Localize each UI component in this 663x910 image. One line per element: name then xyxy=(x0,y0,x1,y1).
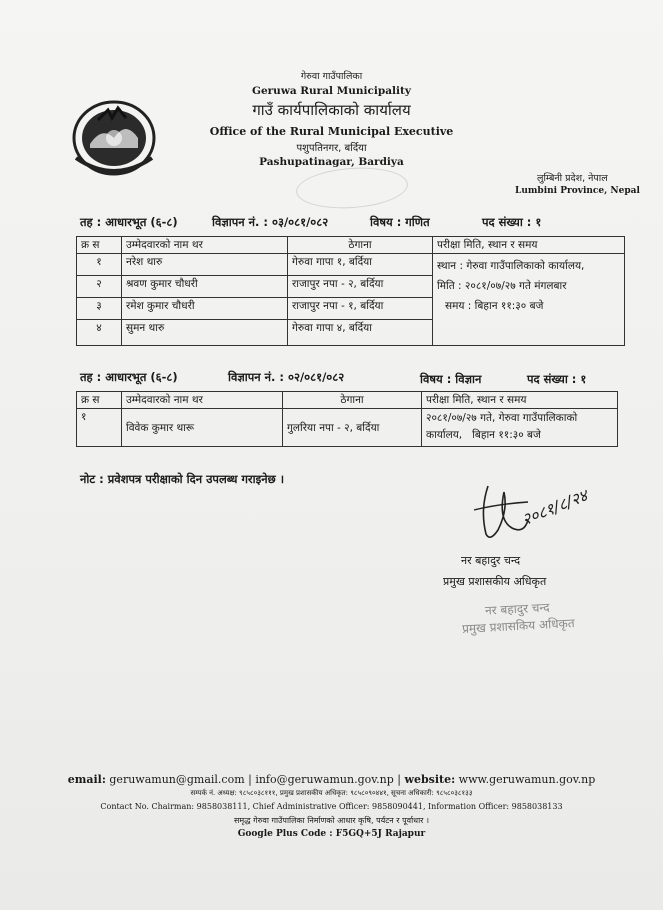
signature-date: २०८१/८/२४ xyxy=(519,485,591,530)
col-name: उम्मेदवारको नाम थर xyxy=(122,392,283,409)
cell-sn: १ xyxy=(77,254,122,276)
place-english: Pashupatinagar, Bardiya xyxy=(259,156,404,168)
cell-name: नरेश थारु xyxy=(122,254,288,276)
cell-name: रमेश कुमार चौधरी xyxy=(122,298,288,320)
cell-exam-info xyxy=(433,254,625,346)
province-english: Lumbini Province, Nepal xyxy=(515,186,640,196)
cell-address: राजापुर नपा - २, बर्दिया xyxy=(288,276,433,298)
cell-sn: ३ xyxy=(77,298,122,320)
col-exam: परीक्षा मिति, स्थान र समय xyxy=(433,237,625,254)
col-address: ठेगाना xyxy=(288,237,433,254)
cell-sn: १ xyxy=(77,409,122,447)
faint-stamp-mark xyxy=(295,164,410,212)
notice1-table xyxy=(76,236,625,346)
cell-name: विवेक कुमार थारू xyxy=(122,409,283,447)
office-name-english: Office of the Rural Municipal Executive xyxy=(209,125,454,138)
cell-address: गेरुवा गापा ४, बर्दिया xyxy=(288,320,433,346)
footer-plus-code: Google Plus Code : F5GQ+5J Rajapur xyxy=(237,829,426,839)
footer-contacts xyxy=(0,773,663,786)
exam-line-2: कार्यालय, बिहान ११:३० बजे xyxy=(426,429,541,441)
note-text: नोट : प्रवेशपत्र परीक्षाको दिन उपलब्ध गराइनेछ । xyxy=(80,472,285,486)
table-row xyxy=(77,254,625,276)
notice1-advert-no: विज्ञापन नं. : ०३/०८१/०८२ xyxy=(212,215,329,229)
notice2-advert-no: विज्ञापन नं. : ०२/०८१/०८२ xyxy=(228,370,345,384)
email-link[interactable]: geruwamun@gmail.com | info@geruwamun.gov.np | xyxy=(109,773,401,786)
cell-address: गेरुवा गापा १, बर्दिया xyxy=(288,254,433,276)
office-name-nepali: गाउँ कार्यपालिकाको कार्यालय xyxy=(252,101,411,119)
place-nepali: पशुपतिनगर, बर्दिया xyxy=(296,143,367,154)
signatory-name: नर बहादुर चन्द xyxy=(461,554,521,567)
stamp-name: नर बहादुर चन्द xyxy=(484,600,550,618)
notice2-table xyxy=(76,391,618,447)
col-sn: क्र स xyxy=(77,237,122,254)
notice1-posts: पद संख्या : १ xyxy=(482,215,542,229)
website-link[interactable]: www.geruwamun.gov.np xyxy=(458,773,596,786)
footer-slogan: समृद्ध गेरुवा गाउँपालिका निर्माणको आधार कृषि, पर्यटन र पूर्वाधार । xyxy=(233,816,430,825)
table-header-row xyxy=(77,392,618,409)
cell-sn: २ xyxy=(77,276,122,298)
col-exam: परीक्षा मिति, स्थान र समय xyxy=(422,392,618,409)
province-nepali: लुम्बिनी प्रदेश, नेपाल xyxy=(537,173,608,184)
signatory-title: प्रमुख प्रशासकीय अधिकृत xyxy=(443,575,547,588)
col-address: ठेगाना xyxy=(283,392,422,409)
footer-contact-english: Contact No. Chairman: 9858038111, Chief Administrative Officer: 9858090441, Information Officer: 9858038133 xyxy=(100,802,563,811)
exam-line-1: २०८१/०७/२७ गते, गेरुवा गाउँपालिकाको xyxy=(426,412,578,424)
table-header-row xyxy=(77,237,625,254)
stamp-title: प्रमुख प्रशासकिय अधिकृत xyxy=(461,616,575,636)
notice2-posts: पद संख्या : १ xyxy=(527,372,587,386)
exam-time: समय : बिहान ११:३० बजे xyxy=(445,300,544,312)
cell-name: श्रवण कुमार चौधरी xyxy=(122,276,288,298)
website-label: website: xyxy=(404,773,456,786)
cell-exam-info xyxy=(422,409,618,447)
col-sn: क्र स xyxy=(77,392,122,409)
footer-contact-nepali: सम्पर्क नं. अध्यक्ष: ९८५८०३८१११, प्रमुख प्रशासकीय अधिकृत: ९८५८०९०४४१, सूचना अधिकारी: ९८५८०३८१३३ xyxy=(190,789,473,797)
org-name-english: Geruwa Rural Municipality xyxy=(252,85,411,97)
exam-place: स्थान : गेरुवा गाउँपालिकाको कार्यालय, xyxy=(437,260,585,272)
cell-address: राजापुर नपा - १, बर्दिया xyxy=(288,298,433,320)
exam-date: मिति : २०८१/०७/२७ गते मंगलबार xyxy=(437,280,567,292)
email-label: email: xyxy=(67,773,106,786)
cell-address: गुलरिया नपा - २, बर्दिया xyxy=(283,409,422,447)
table-row xyxy=(77,409,618,447)
cell-name: सुमन थारु xyxy=(122,320,288,346)
notice1-level: तह : आधारभूत (६-८) xyxy=(80,215,178,229)
notice1-subject: विषय : गणित xyxy=(370,215,430,229)
notice2-subject: विषय : विज्ञान xyxy=(420,372,482,386)
notice2-level: तह : आधारभूत (६-८) xyxy=(80,370,178,384)
org-name-nepali: गेरुवा गाउँपालिका xyxy=(300,71,363,82)
cell-sn: ४ xyxy=(77,320,122,346)
col-name: उम्मेदवारको नाम थर xyxy=(122,237,288,254)
